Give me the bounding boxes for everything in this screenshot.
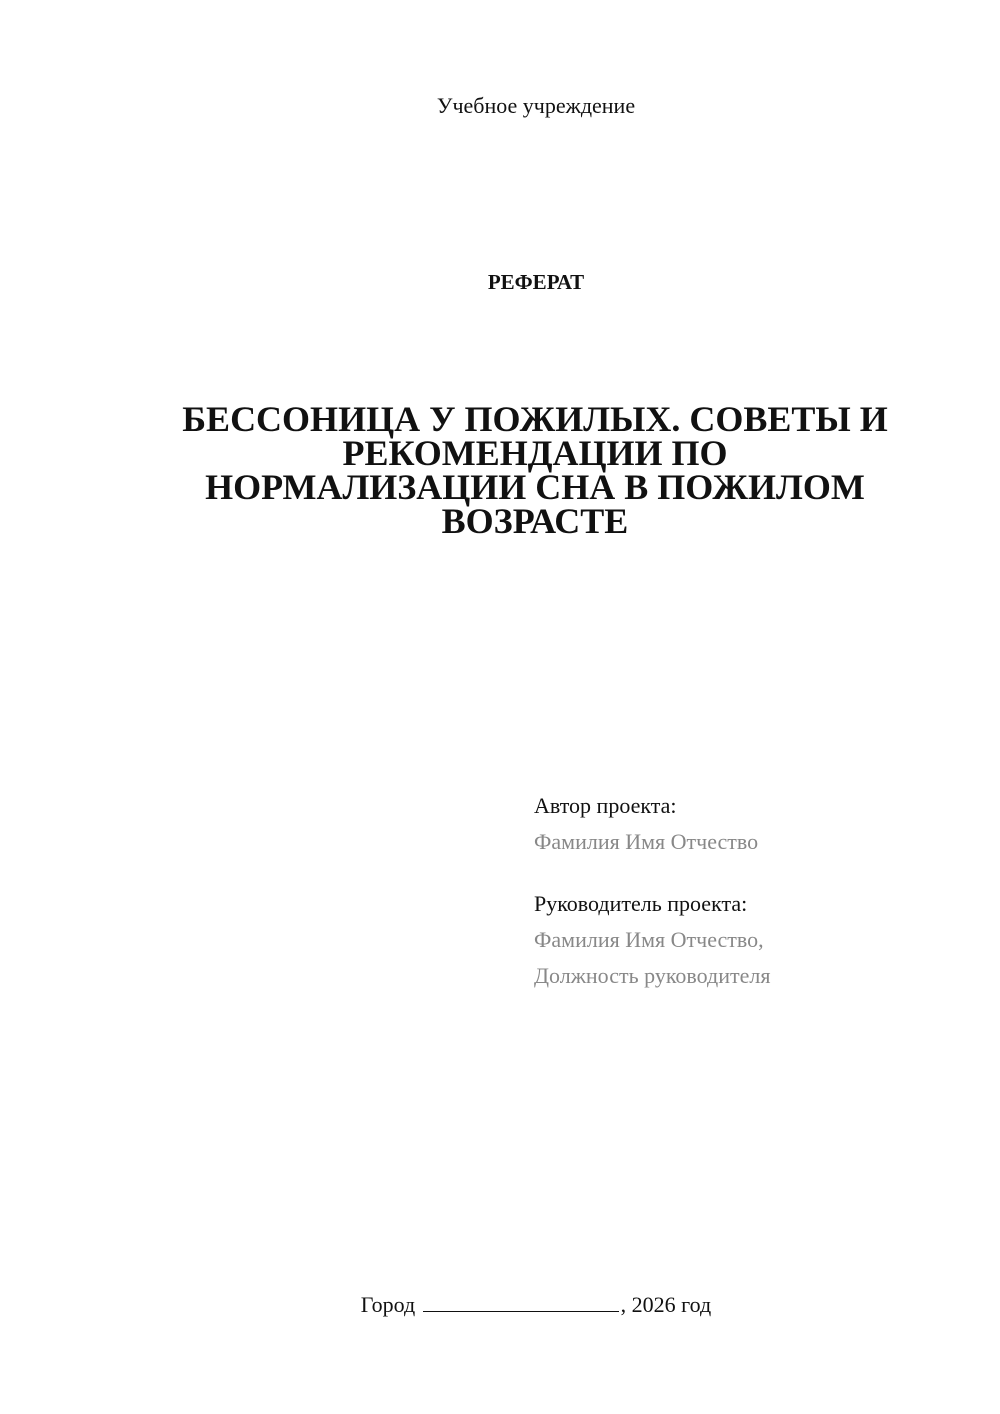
supervisor-name-placeholder: Фамилия Имя Отчество, <box>534 927 764 952</box>
signature-block <box>534 788 974 994</box>
spacer <box>534 860 974 886</box>
author-name-placeholder: Фамилия Имя Отчество <box>534 829 759 854</box>
document-type: РЕФЕРАТ <box>487 270 585 294</box>
year-text: , 2026 год <box>620 1292 712 1317</box>
supervisor-position-placeholder: Должность руководителя <box>534 963 771 988</box>
footer-city-year <box>0 1290 1000 1320</box>
document-title <box>150 399 920 541</box>
title-line: ВОЗРАСТЕ <box>441 501 629 541</box>
institution-name: Учебное учреждение <box>436 93 636 118</box>
title-line: РЕКОМЕНДАЦИИ ПО <box>342 433 728 473</box>
supervisor-label: Руководитель проекта: <box>534 891 748 916</box>
city-label: Город <box>360 1292 416 1317</box>
author-label: Автор проекта: <box>534 793 677 818</box>
title-line: БЕССОНИЦА У ПОЖИЛЫХ. СОВЕТЫ И <box>182 399 888 439</box>
title-line: НОРМАЛИЗАЦИИ СНА В ПОЖИЛОМ <box>205 467 865 507</box>
city-blank-line <box>423 1293 619 1312</box>
